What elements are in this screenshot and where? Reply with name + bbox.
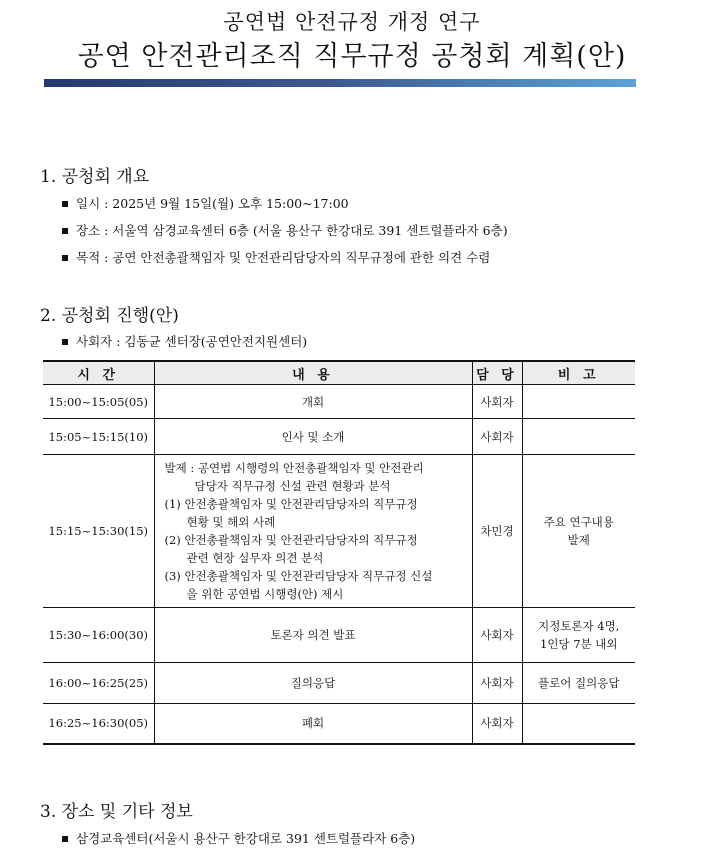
bullet-venue: 삼경교육센터(서울시 용산구 한강대로 391 센트럴플라자 6층) — [62, 831, 415, 858]
row-content: 개회 — [154, 385, 472, 419]
header-person: 담 당 — [472, 361, 522, 385]
content-line: 관련 현장 실무자 의견 분석 — [186, 551, 324, 565]
section-2-bullets — [62, 334, 307, 361]
row-time: 15:15~15:30(15) — [43, 455, 154, 608]
row-note — [522, 608, 635, 663]
row-time: 16:25~16:30(05) — [43, 704, 154, 744]
row-time: 15:30~16:00(30) — [43, 608, 154, 663]
program-table — [43, 360, 635, 745]
section-1-bullets — [62, 196, 508, 277]
table-row — [43, 455, 635, 608]
row-content: 폐회 — [154, 704, 472, 744]
content-line: 담당자 직무규정 신설 관련 현황과 분석 — [194, 479, 391, 493]
row-content: 질의응답 — [154, 663, 472, 704]
bullet-moderator: 사회자 : 김동균 센터장(공연안전지원센터) — [62, 334, 307, 361]
row-time: 15:05~15:15(10) — [43, 419, 154, 455]
table-row — [43, 663, 635, 704]
table-row — [43, 704, 635, 744]
header-content: 내 용 — [154, 361, 472, 385]
bullet-date: 일시 : 2025년 9월 15일(월) 오후 15:00~17:00 — [62, 196, 508, 223]
row-note: 플로어 질의응답 — [522, 663, 635, 704]
table-header-row — [43, 361, 635, 385]
bullet-location: 장소 : 서울역 삼경교육센터 6층 (서울 용산구 한강대로 391 센트럴플라자 6층) — [62, 223, 508, 250]
row-content: 인사 및 소개 — [154, 419, 472, 455]
header-note: 비 고 — [522, 361, 635, 385]
header-time: 시 간 — [43, 361, 154, 385]
section-3-heading: 3. 장소 및 기타 정보 — [40, 802, 193, 822]
row-person: 사회자 — [472, 385, 522, 419]
row-time: 15:00~15:05(05) — [43, 385, 154, 419]
content-line: 현황 및 해외 사례 — [186, 515, 276, 529]
row-note — [522, 455, 635, 608]
table-row — [43, 608, 635, 663]
row-note — [522, 385, 635, 419]
bullet-purpose: 목적 : 공연 안전총괄책임자 및 안전관리담당자의 직무규정에 관한 의견 수렴 — [62, 250, 508, 277]
note-line: 주요 연구내용 — [543, 515, 614, 529]
document-subtitle: 공연법 안전규정 개정 연구 — [223, 10, 481, 34]
title-underline-bar — [44, 79, 636, 87]
row-person: 차민경 — [472, 455, 522, 608]
content-line: 을 위한 공연법 시행령(안) 제시 — [186, 587, 344, 601]
row-person: 사회자 — [472, 608, 522, 663]
note-line: 1인당 7분 내외 — [540, 637, 618, 651]
note-line: 발제 — [567, 533, 590, 547]
table-row — [43, 419, 635, 455]
document-title: 공연 안전관리조직 직무규정 공청회 계획(안) — [77, 41, 627, 72]
section-1-heading: 1. 공청회 개요 — [40, 167, 150, 187]
row-time: 16:00~16:25(25) — [43, 663, 154, 704]
row-note — [522, 419, 635, 455]
content-line: (3) 안전총괄책임자 및 안전관리담당자 직무규정 신설 — [164, 569, 433, 583]
table-row — [43, 385, 635, 419]
row-person: 사회자 — [472, 663, 522, 704]
row-person: 사회자 — [472, 704, 522, 744]
content-line: (1) 안전총괄책임자 및 안전관리담당자의 직무규정 — [164, 497, 418, 511]
row-content: 토론자 의견 발표 — [154, 608, 472, 663]
note-line: 지정토론자 4명, — [538, 619, 620, 633]
row-note — [522, 704, 635, 744]
section-3-bullets — [62, 831, 415, 858]
content-line: (2) 안전총괄책임자 및 안전관리담당자의 직무규정 — [164, 533, 418, 547]
row-content-detail — [154, 455, 472, 608]
row-person: 사회자 — [472, 419, 522, 455]
content-line: 발제 : 공연법 시행령의 안전총괄책임자 및 안전관리 — [164, 461, 424, 475]
section-2-heading: 2. 공청회 진행(안) — [40, 306, 179, 326]
